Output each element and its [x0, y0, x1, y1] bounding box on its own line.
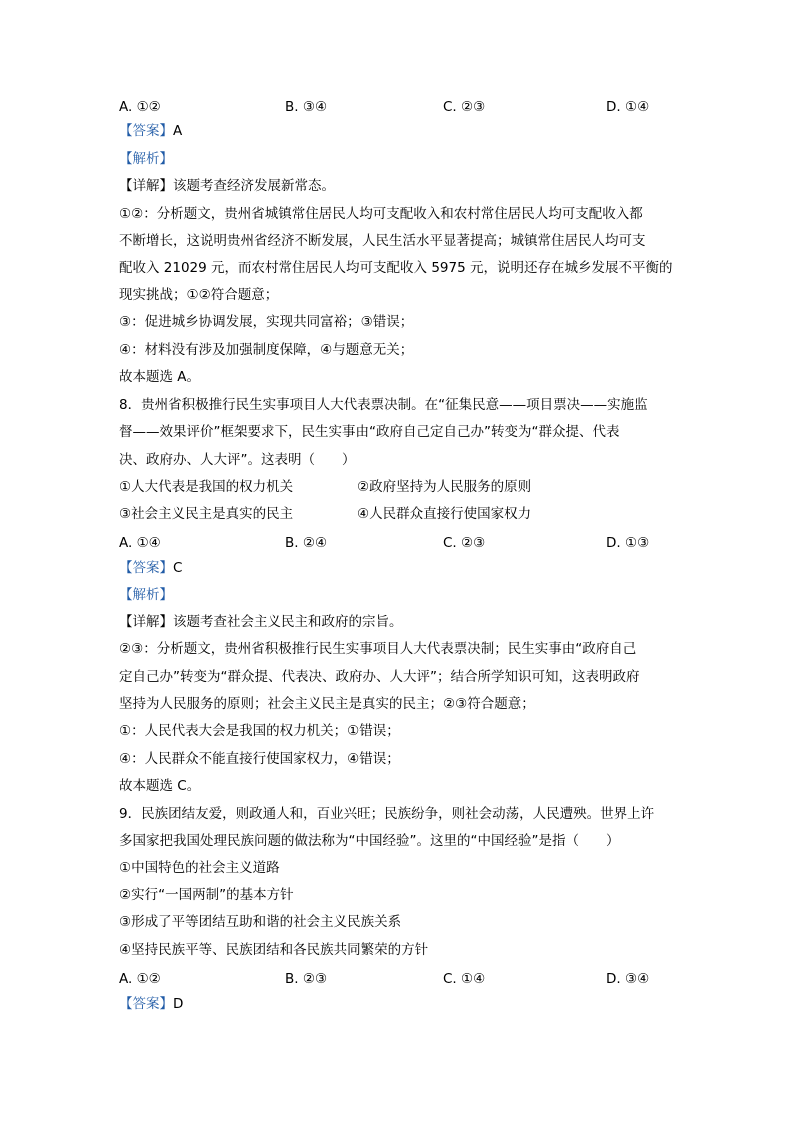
answer-value: C	[173, 560, 183, 576]
q7-explanation-line: ①②：分析题文，贵州省城镇常住居民人均可支配收入和农村常住居民人均可支配收入都	[119, 206, 643, 222]
q8-option-a: A. ①④	[119, 535, 161, 551]
q9-stem-line: 9．民族团结友爱，则政通人和，百业兴旺；民族纷争，则社会动荡，人民遭殃。世界上许	[119, 806, 655, 822]
q7-option-c: C. ②③	[443, 99, 486, 115]
q7-explanation-line: 现实挑战；①②符合题意；	[119, 287, 279, 303]
q7-detail	[119, 178, 679, 194]
detail-tag: 【详解】	[119, 178, 173, 194]
q9-stem-line: 多国家把我国处理民族问题的做法称为“中国经验”。这里的“中国经验”是指（ ）	[119, 833, 620, 849]
q7-analysis-tag: 【解析】	[119, 151, 173, 167]
q9-statement: ①中国特色的社会主义道路	[119, 860, 280, 876]
q8-stem-line: 督——效果评价”框架要求下，民生实事由“政府自己定自己办”转变为“群众提、代表	[119, 424, 620, 440]
q7-options	[119, 99, 679, 115]
q8-statement: ②政府坚持为人民服务的原则	[357, 479, 532, 495]
q9-option-d: D. ③④	[606, 971, 650, 987]
q8-statements-row	[119, 506, 679, 522]
q8-statement: ④人民群众直接行使国家权力	[357, 506, 532, 522]
q7-option-a: A. ①②	[119, 99, 161, 115]
answer-value: A	[173, 123, 183, 139]
detail-text: 该题考查经济发展新常态。	[173, 178, 335, 194]
q9-statement: ③形成了平等团结互助和谐的社会主义民族关系	[119, 914, 402, 930]
q7-explanation-line: ③：促进城乡协调发展，实现共同富裕；③错误；	[119, 314, 414, 330]
q9-options	[119, 971, 679, 987]
q9-option-b: B. ②③	[285, 971, 328, 987]
q8-option-d: D. ①③	[606, 535, 650, 551]
q8-stem-line: 决、政府办、人大评”。这表明（ ）	[119, 452, 356, 468]
q8-option-b: B. ②④	[285, 535, 328, 551]
q8-statement: ①人大代表是我国的权力机关	[119, 479, 294, 495]
q7-conclusion: 故本题选 A。	[119, 369, 201, 385]
q9-option-c: C. ①④	[443, 971, 486, 987]
q9-option-a: A. ①②	[119, 971, 161, 987]
q8-explanation-line: ②③：分析题文，贵州省积极推行民生实事项目人大代表票决制；民生实事由“政府自己	[119, 641, 637, 657]
q8-statements-row	[119, 479, 679, 495]
q8-explanation-line: 定自己办”转变为“群众提、代表决、政府办、人大评”；结合所学知识可知，这表明政府	[119, 669, 640, 685]
q9-statement: ④坚持民族平等、民族团结和各民族共同繁荣的方针	[119, 942, 429, 958]
q7-option-d: D. ①④	[606, 99, 650, 115]
q8-explanation-line: ①：人民代表大会是我国的权力机关；①错误；	[119, 723, 400, 739]
answer-tag: 【答案】	[119, 996, 173, 1012]
q8-explanation-line: ④：人民群众不能直接行使国家权力，④错误；	[119, 751, 400, 767]
q8-answer	[119, 560, 679, 576]
q8-option-c: C. ②③	[443, 535, 486, 551]
q9-statement: ②实行“一国两制”的基本方针	[119, 887, 294, 903]
detail-text: 该题考查社会主义民主和政府的宗旨。	[173, 614, 403, 630]
q7-explanation-line: ④：材料没有涉及加强制度保障，④与题意无关；	[119, 342, 414, 358]
q7-answer	[119, 123, 679, 139]
q7-option-b: B. ③④	[285, 99, 328, 115]
answer-value: D	[173, 996, 184, 1012]
q8-conclusion: 故本题选 C。	[119, 778, 201, 794]
q8-statement: ③社会主义民主是真实的民主	[119, 506, 294, 522]
answer-tag: 【答案】	[119, 123, 173, 139]
answer-tag: 【答案】	[119, 560, 173, 576]
q7-explanation-line: 不断增长，这说明贵州省经济不断发展，人民生活水平显著提高；城镇常住居民人均可支	[119, 233, 646, 249]
q8-analysis-tag: 【解析】	[119, 587, 173, 603]
q9-answer	[119, 996, 679, 1012]
q8-stem-line: 8．贵州省积极推行民生实事项目人大代表票决制。在“征集民意——项目票决——实施监	[119, 397, 648, 413]
detail-tag: 【详解】	[119, 614, 173, 630]
q8-options	[119, 535, 679, 551]
q8-detail	[119, 614, 679, 630]
q8-explanation-line: 坚持为人民服务的原则；社会主义民主是真实的民主；②③符合题意；	[119, 696, 535, 712]
q7-explanation-line: 配收入 21029 元，而农村常住居民人均可支配收入 5975 元，说明还存在城乡发展不平衡的	[119, 260, 673, 276]
